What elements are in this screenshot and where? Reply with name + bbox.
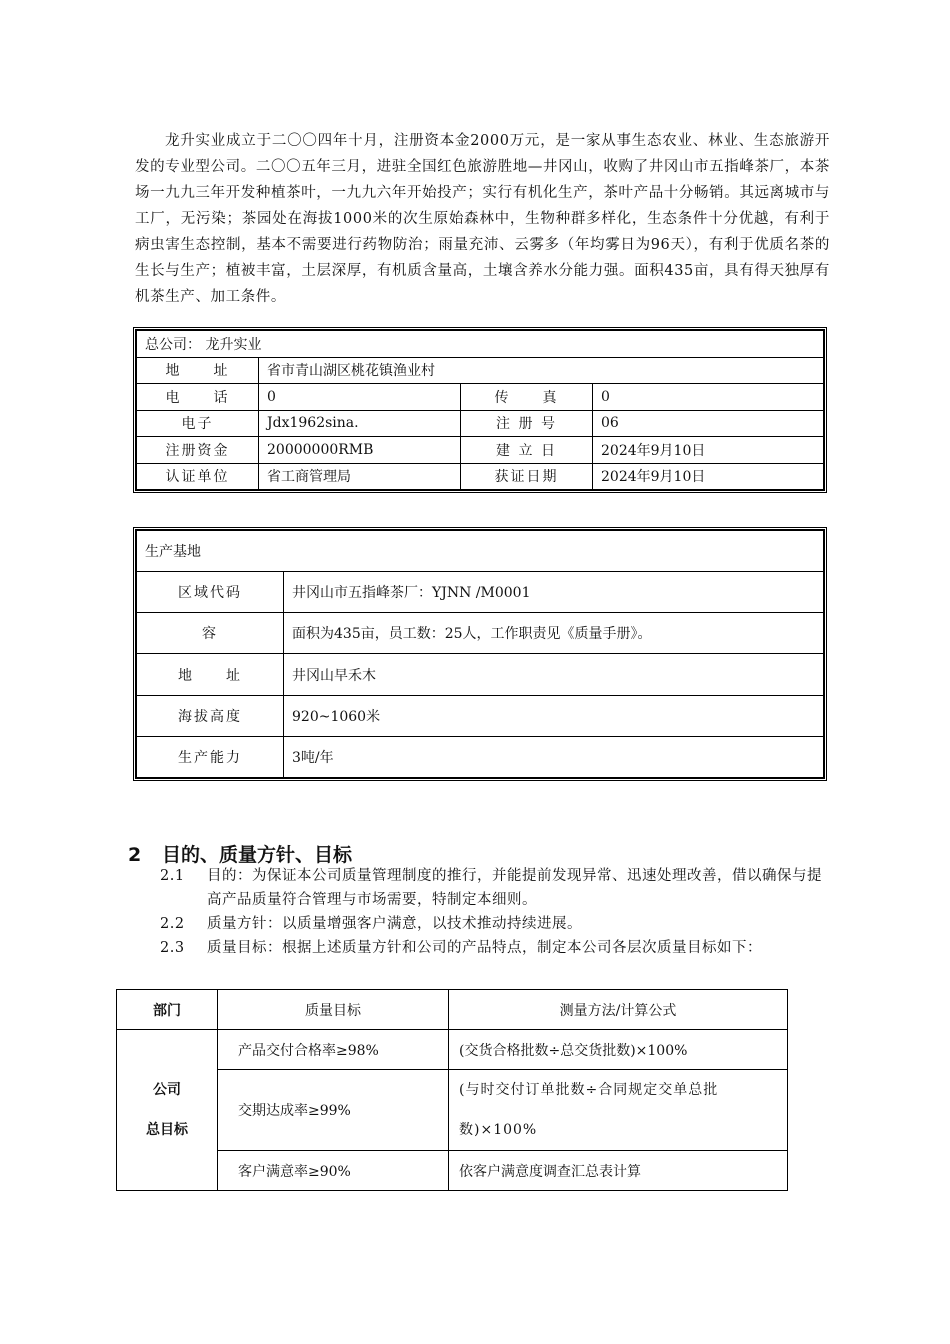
base-altitude-value: 920~1060米	[284, 695, 824, 736]
base-region-label: 区域代码	[137, 572, 284, 613]
goal-cell: 产品交付合格率≥98%	[218, 1030, 449, 1070]
company-email-value: Jdx1962sina.	[259, 410, 461, 437]
goals-header-dept: 部门	[117, 990, 218, 1030]
base-capacity-value: 3吨/年	[284, 736, 824, 777]
base-header: 生产基地	[137, 531, 824, 572]
method-cell: 依客户满意度调查汇总表计算	[449, 1151, 788, 1191]
base-content-label: 容	[137, 613, 284, 654]
base-address-value: 井冈山早禾木	[284, 654, 824, 695]
company-founded-value: 2024年9月10日	[593, 437, 824, 464]
base-region-value: 井冈山市五指峰茶厂：YJNN /M0001	[284, 572, 824, 613]
clause-text: 质量目标：根据上述质量方针和公司的产品特点，制定本公司各层次质量目标如下：	[207, 940, 762, 956]
company-header: 总公司： 龙升实业	[137, 331, 824, 358]
company-certdate-label: 获证日期	[461, 463, 593, 490]
company-fax-label: 传 真	[461, 384, 593, 411]
company-info-table	[133, 327, 827, 493]
company-cert-label: 认证单位	[137, 463, 259, 490]
method-cell: (交货合格批数÷总交货批数)×100%	[449, 1030, 788, 1070]
company-certdate-value: 2024年9月10日	[593, 463, 824, 490]
goals-header-method: 测量方法/计算公式	[449, 990, 788, 1030]
goal-cell: 交期达成率≥99%	[218, 1070, 449, 1151]
goals-dept-line2: 总目标	[146, 1122, 188, 1138]
goal-cell: 客户满意率≥90%	[218, 1151, 449, 1191]
base-address-label: 地 址	[137, 654, 284, 695]
company-address-label: 地 址	[137, 357, 259, 384]
goals-dept-cell	[117, 1030, 218, 1191]
base-content-value: 面积为435亩，员工数：25人，工作职责见《质量手册》。	[284, 613, 824, 654]
company-regno-label: 注 册 号	[461, 410, 593, 437]
clause-number: 2.2	[160, 916, 185, 932]
goals-header-goal: 质量目标	[218, 990, 449, 1030]
company-cert-value: 省工商管理局	[259, 463, 461, 490]
clause-text: 目的：为保证本公司质量管理制度的推行，并能提前发现异常、迅速处理改善，借以确保与提高产品质量符合管理与市场需要，特制定本细则。	[207, 868, 822, 908]
company-founded-label: 建 立 日	[461, 437, 593, 464]
clause-number: 2.3	[160, 940, 185, 956]
intro-text: 龙升实业成立于二〇〇四年十月，注册资本金2000万元，是一家从事生态农业、林业、生态旅游开发的专业型公司。二〇〇五年三月，进驻全国红色旅游胜地—井冈山，收购了井冈山市五指峰茶厂，本茶场一九九三年开发种植茶叶，一九九六年开始投产；实行有机化生产，茶叶产品十分畅销。其远离城市与工厂，无污染；茶园处在海拔1000米的次生原始森林中，生物种群多样化，生态条件十分优越，有利于病虫害生态控制，基本不需要进行药物防治；雨量充沛、云雾多（年均雾日为96天），有利于优质名茶的生长与生产；植被丰富，土层深厚，有机质含量高，土壤含养水分能力强。面积435亩，具有得天独厚有机茶生产、加工条件。	[135, 133, 830, 305]
quality-goals-table	[116, 989, 788, 1191]
section-title: 目的、质量方针、目标	[162, 844, 353, 866]
method-cell: (与时交付订单批数÷合同规定交单总批数)×100%	[449, 1070, 788, 1151]
clause-text: 质量方针：以质量增强客户满意，以技术推动持续进展。	[207, 916, 582, 932]
company-phone-value: 0	[259, 384, 461, 411]
company-email-label: 电子	[137, 410, 259, 437]
clause-number: 2.1	[160, 868, 185, 884]
goals-dept-line1: 公司	[153, 1082, 181, 1098]
clause-item	[160, 936, 832, 960]
section-number: 2	[128, 844, 142, 866]
production-base-table	[133, 527, 827, 781]
company-phone-label: 电 话	[137, 384, 259, 411]
section-heading	[128, 840, 352, 867]
intro-paragraph	[135, 128, 830, 310]
base-altitude-label: 海拔高度	[137, 695, 284, 736]
company-regno-value: 06	[593, 410, 824, 437]
company-fax-value: 0	[593, 384, 824, 411]
company-capital-value: 20000000RMB	[259, 437, 461, 464]
company-capital-label: 注册资金	[137, 437, 259, 464]
clause-item	[160, 864, 832, 912]
clause-list	[160, 864, 832, 960]
base-capacity-label: 生产能力	[137, 736, 284, 777]
clause-item	[160, 912, 832, 936]
company-address-value: 省市青山湖区桃花镇渔业村	[259, 357, 824, 384]
